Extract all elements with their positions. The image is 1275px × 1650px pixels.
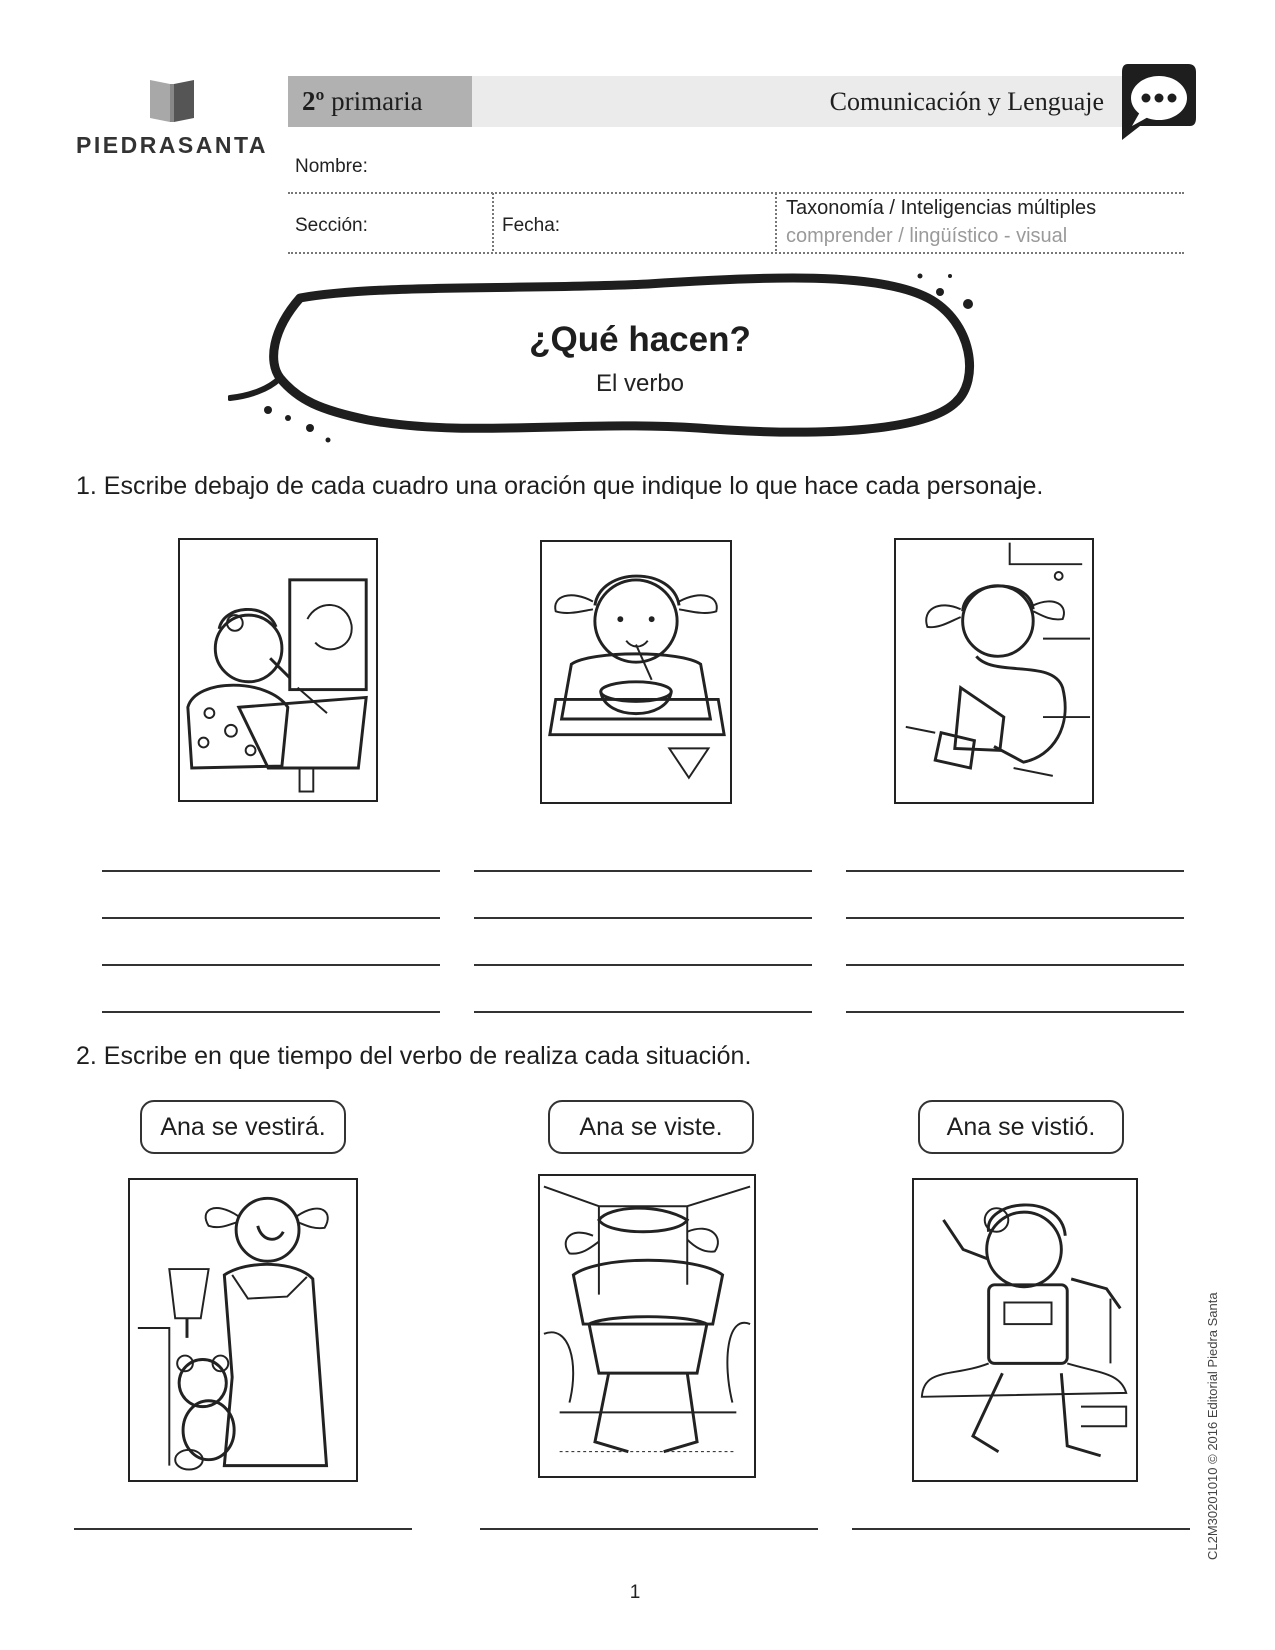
nombre-label: Nombre: xyxy=(295,156,368,177)
title-bubble-shape xyxy=(228,270,988,460)
illustration-getting-dressed xyxy=(538,1174,756,1478)
answer-line[interactable] xyxy=(102,1011,440,1013)
publisher-note: CL2M30201010 © 2016 Editorial Piedra Santa xyxy=(1205,1292,1220,1560)
divider xyxy=(288,252,1184,254)
taxonomy-subtitle xyxy=(786,225,1067,248)
answer-line[interactable] xyxy=(846,870,1184,872)
divider xyxy=(288,192,1184,194)
answer-line[interactable] xyxy=(852,1528,1190,1530)
page-title: ¿Qué hacen? xyxy=(529,320,751,359)
grade-number: 2º xyxy=(302,86,325,116)
sentence-present: Ana se viste. xyxy=(548,1100,754,1154)
taxonomy-skill: comprender / lingüístico xyxy=(786,225,999,247)
seccion-label: Sección: xyxy=(295,215,368,236)
answer-line[interactable] xyxy=(474,870,812,872)
illustration-putting-on-shoe xyxy=(894,538,1094,804)
answer-line[interactable] xyxy=(474,964,812,966)
answer-line[interactable] xyxy=(102,964,440,966)
answer-line[interactable] xyxy=(102,917,440,919)
illustration-eating-soup xyxy=(540,540,732,804)
divider xyxy=(492,193,494,251)
chat-bubble-icon xyxy=(1118,60,1200,146)
page-number: 1 xyxy=(629,1582,641,1603)
divider xyxy=(775,193,777,251)
brand-logo: PIEDRASANTA xyxy=(76,132,268,158)
logo-book-icon xyxy=(148,76,196,124)
fecha-label: Fecha: xyxy=(502,215,561,236)
page-subtitle: El verbo xyxy=(595,370,685,397)
grade-label xyxy=(288,76,472,127)
taxonomy-separator: - xyxy=(998,225,1017,247)
answer-line[interactable] xyxy=(102,870,440,872)
grade-text: primaria xyxy=(331,86,423,116)
sentence-past: Ana se vistió. xyxy=(918,1100,1124,1154)
answer-line[interactable] xyxy=(846,1011,1184,1013)
illustration-brushing-teeth xyxy=(178,538,378,802)
answer-line[interactable] xyxy=(846,917,1184,919)
instruction-1: 1. Escribe debajo de cada cuadro una oración que indique lo que hace cada personaje. xyxy=(76,472,1044,500)
answer-line[interactable] xyxy=(846,964,1184,966)
subject-title: Comunicación y Lenguaje xyxy=(472,76,1122,127)
answer-line[interactable] xyxy=(74,1528,412,1530)
taxonomy-title: Taxonomía / Inteligencias múltiples xyxy=(786,197,1097,219)
taxonomy-intelligence: visual xyxy=(1016,225,1068,247)
answer-line[interactable] xyxy=(474,917,812,919)
illustration-waking-up xyxy=(128,1178,358,1482)
instruction-2: 2. Escribe en que tiempo del verbo de realiza cada situación. xyxy=(76,1042,752,1070)
answer-line[interactable] xyxy=(480,1528,818,1530)
sentence-future: Ana se vestirá. xyxy=(140,1100,346,1154)
answer-line[interactable] xyxy=(474,1011,812,1013)
illustration-walking-backpack xyxy=(912,1178,1138,1482)
